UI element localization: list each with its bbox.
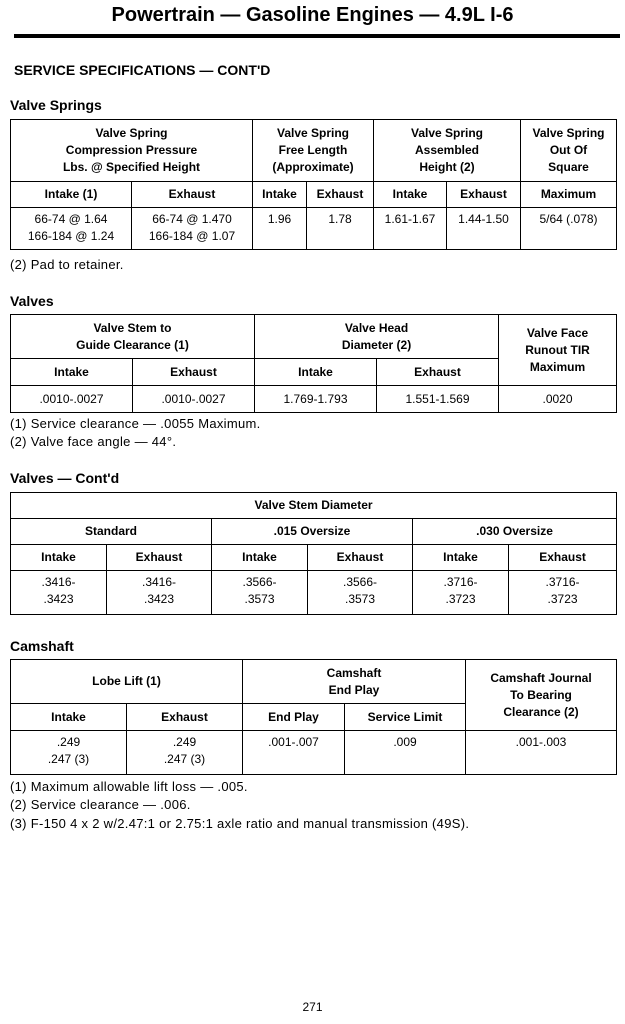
v-sub-header: Intake (11, 359, 133, 386)
cam-col-lobe-lift: Lobe Lift (1) (11, 660, 243, 704)
vsd-value-cell: .3566- .3573 (308, 571, 413, 615)
page-number: 271 (302, 1000, 323, 1014)
valves-footnote: (1) Service clearance — .0055 Maximum. (10, 416, 261, 431)
v-sub-header: Exhaust (377, 359, 499, 386)
cam-value-cell: .249 .247 (3) (127, 731, 243, 775)
v-sub-header: Intake (255, 359, 377, 386)
v-value-cell: .0010-.0027 (11, 386, 133, 413)
vsd-group-header: Standard (11, 519, 212, 545)
camshaft-table (10, 659, 617, 775)
cam-sub-header: Intake (11, 704, 127, 731)
cam-col-journal-clearance: Camshaft Journal To Bearing Clearance (2) (466, 660, 617, 731)
vs-footnote: (2) Pad to retainer. (10, 257, 124, 272)
cam-value-cell: .009 (345, 731, 466, 775)
v-sub-header: Exhaust (133, 359, 255, 386)
vs-value-cell: 1.61-1.67 (374, 208, 447, 250)
valves-table (10, 314, 617, 413)
vs-sub-header: Exhaust (132, 182, 253, 208)
v-col-guide-clearance: Valve Stem to Guide Clearance (1) (11, 315, 255, 359)
vsd-group-header: .015 Oversize (212, 519, 413, 545)
cam-sub-header: End Play (243, 704, 345, 731)
cam-sub-header: Service Limit (345, 704, 466, 731)
section-title: SERVICE SPECIFICATIONS — CONT'D (14, 62, 271, 78)
vsd-sub-header: Exhaust (308, 545, 413, 571)
vsd-value-cell: .3566- .3573 (212, 571, 308, 615)
vs-sub-header: Exhaust (307, 182, 374, 208)
vs-value-cell: 66-74 @ 1.470 166-184 @ 1.07 (132, 208, 253, 250)
v-value-cell: 1.551-1.569 (377, 386, 499, 413)
valves-contd-heading: Valves — Cont'd (10, 470, 120, 486)
vsd-sub-header: Intake (212, 545, 308, 571)
vs-value-cell: 5/64 (.078) (521, 208, 617, 250)
cam-value-cell: .001-.003 (466, 731, 617, 775)
vs-sub-header: Intake (374, 182, 447, 208)
vs-value-cell: 66-74 @ 1.64 166-184 @ 1.24 (11, 208, 132, 250)
vsd-value-cell: .3416- .3423 (107, 571, 212, 615)
cam-value-cell: .249 .247 (3) (11, 731, 127, 775)
v-value-cell: .0020 (499, 386, 617, 413)
v-value-cell: 1.769-1.793 (255, 386, 377, 413)
cam-col-end-play: Camshaft End Play (243, 660, 466, 704)
valves-heading: Valves (10, 293, 54, 309)
camshaft-heading: Camshaft (10, 638, 74, 654)
vs-col-compression-pressure: Valve Spring Compression Pressure Lbs. @ Specified Height (11, 120, 253, 182)
cam-sub-header: Exhaust (127, 704, 243, 731)
camshaft-footnote: (3) F-150 4 x 2 w/2.47:1 or 2.75:1 axle ratio and manual transmission (49S). (10, 816, 470, 831)
page-title: Powertrain — Gasoline Engines — 4.9L I-6 (111, 4, 514, 26)
vs-sub-header: Maximum (521, 182, 617, 208)
vsd-group-header: .030 Oversize (413, 519, 617, 545)
v-col-head-diameter: Valve Head Diameter (2) (255, 315, 499, 359)
vsd-sub-header: Exhaust (107, 545, 212, 571)
vs-sub-header: Intake (1) (11, 182, 132, 208)
vsd-value-cell: .3716- .3723 (413, 571, 509, 615)
vs-value-cell: 1.44-1.50 (447, 208, 521, 250)
vsd-top-header: Valve Stem Diameter (11, 493, 617, 519)
vs-col-assembled-height: Valve Spring Assembled Height (2) (374, 120, 521, 182)
camshaft-footnote: (1) Maximum allowable lift loss — .005. (10, 779, 248, 794)
camshaft-footnote: (2) Service clearance — .006. (10, 797, 191, 812)
valve-springs-heading: Valve Springs (10, 97, 102, 113)
vsd-sub-header: Intake (11, 545, 107, 571)
vsd-sub-header: Intake (413, 545, 509, 571)
valve-springs-table (10, 119, 617, 250)
valve-stem-diameter-table (10, 492, 617, 615)
vsd-sub-header: Exhaust (509, 545, 617, 571)
vs-value-cell: 1.78 (307, 208, 374, 250)
v-value-cell: .0010-.0027 (133, 386, 255, 413)
vsd-value-cell: .3716- .3723 (509, 571, 617, 615)
vs-sub-header: Intake (253, 182, 307, 208)
vsd-value-cell: .3416- .3423 (11, 571, 107, 615)
vs-sub-header: Exhaust (447, 182, 521, 208)
cam-value-cell: .001-.007 (243, 731, 345, 775)
vs-col-out-of-square: Valve Spring Out Of Square (521, 120, 617, 182)
vs-col-free-length: Valve Spring Free Length (Approximate) (253, 120, 374, 182)
vs-value-cell: 1.96 (253, 208, 307, 250)
v-col-face-runout: Valve Face Runout TIR Maximum (499, 315, 617, 386)
valves-footnote: (2) Valve face angle — 44°. (10, 434, 177, 449)
title-rule (14, 34, 620, 38)
